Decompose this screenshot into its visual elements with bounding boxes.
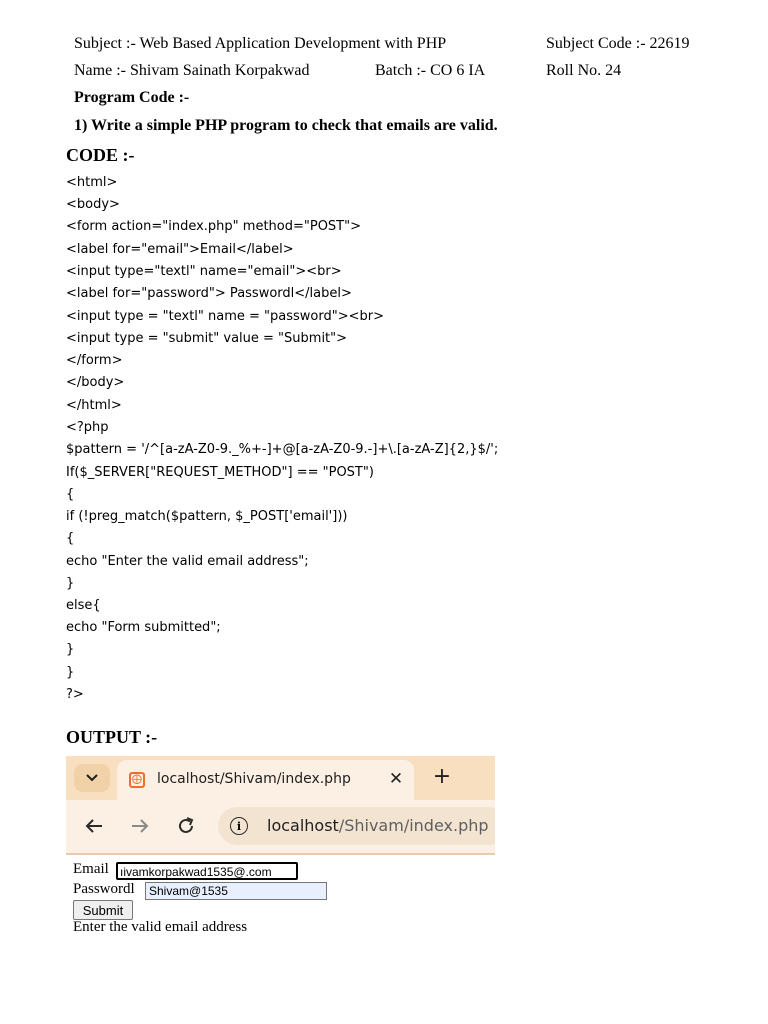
tab-search-button[interactable] bbox=[74, 764, 110, 792]
forward-arrow-icon[interactable] bbox=[128, 814, 152, 838]
code-line: } bbox=[66, 576, 75, 591]
browser-window bbox=[66, 756, 495, 855]
code-line: <input type = "submit" value = "Submit"> bbox=[66, 331, 348, 346]
code-line: </body> bbox=[66, 375, 125, 390]
batch-text: Batch :- CO 6 IA bbox=[375, 62, 486, 79]
url-text bbox=[267, 816, 489, 835]
code-line: { bbox=[66, 487, 75, 502]
student-name-text: Name :- Shivam Sainath Korpakwad bbox=[74, 62, 310, 79]
password-label: Passwordl bbox=[73, 881, 135, 897]
code-line: echo "Enter the valid email address"; bbox=[66, 554, 309, 569]
browser-tab[interactable] bbox=[117, 760, 414, 800]
code-line: { bbox=[66, 531, 75, 546]
email-field[interactable]: ıivamkorpakwad1535@.com bbox=[116, 862, 298, 880]
back-arrow-icon[interactable] bbox=[82, 814, 106, 838]
chevron-down-icon bbox=[86, 769, 98, 787]
code-line: <input type="textl" name="email"><br> bbox=[66, 264, 342, 279]
info-icon[interactable]: i bbox=[230, 817, 248, 835]
browser-toolbar bbox=[66, 800, 495, 853]
subject-code-text: Subject Code :- 22619 bbox=[546, 35, 690, 52]
password-field[interactable]: Shivam@1535 bbox=[145, 882, 327, 900]
toolbar-divider bbox=[66, 853, 495, 855]
result-message: Enter the valid email address bbox=[73, 919, 248, 935]
program-code-label: Program Code :- bbox=[74, 89, 190, 106]
reload-icon[interactable] bbox=[174, 814, 198, 838]
output-heading: OUTPUT :- bbox=[66, 727, 158, 747]
code-line: <label for="password"> Passwordl</label> bbox=[66, 286, 352, 301]
url-host: localhost bbox=[267, 816, 339, 835]
code-line: $pattern = '/^[a-zA-Z0-9._%+-]+@[a-zA-Z0-9.-]+\.[a-zA-Z]{2,}$/'; bbox=[66, 442, 499, 457]
plus-icon[interactable]: + bbox=[432, 763, 452, 789]
email-label: Email bbox=[73, 861, 109, 877]
code-line: } bbox=[66, 642, 75, 657]
code-line: </form> bbox=[66, 353, 123, 368]
code-line: <input type = "textl" name = "password"><br> bbox=[66, 309, 384, 324]
submit-button[interactable]: Submit bbox=[73, 900, 133, 920]
address-bar[interactable] bbox=[218, 807, 495, 845]
code-line: } bbox=[66, 665, 75, 680]
code-line: echo "Form submitted"; bbox=[66, 620, 221, 635]
code-line: else{ bbox=[66, 598, 101, 613]
code-line: <html> bbox=[66, 175, 118, 190]
code-line: if (!preg_match($pattern, $_POST['email'])) bbox=[66, 509, 348, 524]
code-line: <form action="index.php" method="POST"> bbox=[66, 219, 361, 234]
question-text: 1) Write a simple PHP program to check that emails are valid. bbox=[74, 117, 498, 134]
code-line: </html> bbox=[66, 398, 122, 413]
code-line: ?> bbox=[66, 687, 84, 702]
tab-title: localhost/Shivam/index.php bbox=[157, 771, 351, 787]
code-line: <?php bbox=[66, 420, 109, 435]
close-icon[interactable]: ✕ bbox=[388, 769, 404, 789]
url-path: /Shivam/index.php bbox=[338, 816, 489, 835]
xampp-favicon-icon: ⨁ bbox=[129, 772, 145, 788]
subject-text: Subject :- Web Based Application Development with PHP bbox=[74, 35, 447, 52]
code-heading: CODE :- bbox=[66, 145, 135, 165]
code-line: <label for="email">Email</label> bbox=[66, 242, 294, 257]
code-line: If($_SERVER["REQUEST_METHOD"] == "POST") bbox=[66, 465, 374, 480]
code-line: <body> bbox=[66, 197, 120, 212]
roll-number-text: Roll No. 24 bbox=[546, 62, 622, 79]
